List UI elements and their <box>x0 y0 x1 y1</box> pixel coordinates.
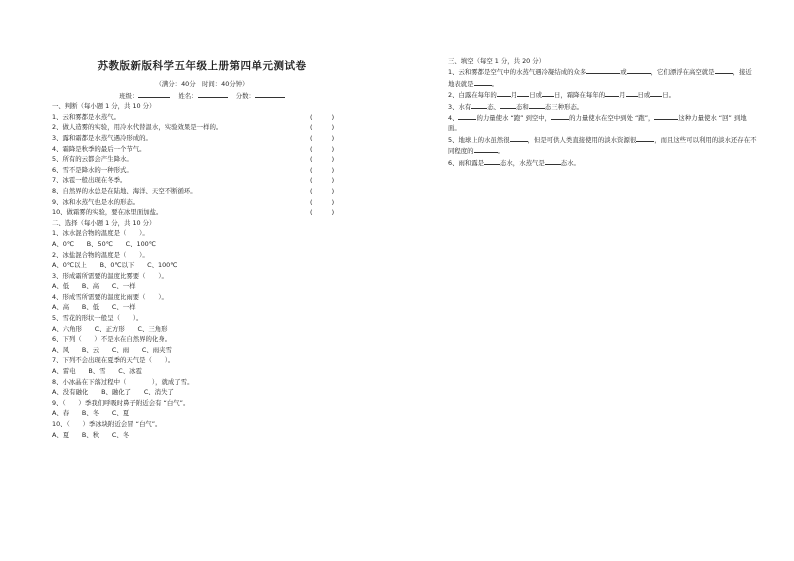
true-false-item <box>52 197 352 208</box>
choice-options[interactable]: A、春 B、冬 C、夏 <box>52 409 130 418</box>
score-label: 分数： <box>235 91 255 100</box>
fill-text: 2、白露在每年的 <box>448 91 497 100</box>
fill-blank-item <box>448 89 758 100</box>
answer-parentheses[interactable]: ( ) <box>310 155 335 164</box>
fill-blank-list <box>448 66 758 168</box>
fill-text: 5、地球上的水虽然很 <box>448 135 510 144</box>
fill-text: 日。 <box>662 91 676 100</box>
fill-text: 4、 <box>448 114 459 123</box>
answer-blank[interactable] <box>458 112 476 120</box>
choice-options[interactable]: A、低 B、高 C、一样 <box>52 282 136 291</box>
fill-blank-item <box>448 112 758 134</box>
choice-question: 1、冰水混合物的温度是（ ）。 <box>52 229 149 238</box>
choice-question: 8、小冰晶在下落过程中（ ），就成了雪。 <box>52 377 194 386</box>
answer-blank[interactable] <box>715 66 733 74</box>
true-false-item <box>52 144 352 155</box>
true-false-item <box>52 112 352 123</box>
fill-text: ，但是可供人类直接使用的淡水资源很 <box>527 135 637 144</box>
fill-text: ，它们漂浮在高空就是 <box>650 68 715 77</box>
question-text: 2、做人造雾的实验，用冷水代替温水，实验效果是一样的。 <box>52 123 223 132</box>
fill-blank-item <box>448 101 758 112</box>
fill-text: 1、云和雾都是空气中的水蒸气遇冷凝结成的众多 <box>448 68 587 77</box>
choice-question: 3、形成霜所需要的温度比雾要（ ）。 <box>52 271 168 280</box>
question-text: 4、霜降是秋季的最后一个节气。 <box>52 144 146 153</box>
fill-text: ，而且这些可以利用的淡水还存在不同程度的 <box>448 135 757 156</box>
true-false-item <box>52 122 352 133</box>
true-false-item <box>52 175 352 186</box>
fill-text: 日或 <box>529 91 542 100</box>
choice-options[interactable]: A、没有融化 B、融化了 C、消失了 <box>52 388 174 397</box>
left-column <box>52 58 352 440</box>
score-blank[interactable] <box>255 90 285 98</box>
name-blank[interactable] <box>198 90 228 98</box>
question-text: 9、冰和水蒸气也是水的形态。 <box>52 197 140 206</box>
answer-blank[interactable] <box>542 89 554 97</box>
fill-text: 6、雨和露是 <box>448 158 485 167</box>
answer-blank[interactable] <box>551 112 569 120</box>
true-false-item <box>52 165 352 176</box>
choice-options[interactable]: A、风 B、云 C、雨 C、雨夹雪 <box>52 345 172 354</box>
section1-heading: 一、判断（每小题 1 分，共 10 分） <box>52 102 156 111</box>
fill-text: 态三种形态。 <box>544 102 584 111</box>
fill-text: 。 <box>491 79 498 88</box>
answer-parentheses[interactable]: ( ) <box>310 144 335 153</box>
answer-blank[interactable] <box>517 89 529 97</box>
answer-blank[interactable] <box>586 66 620 74</box>
choice-options[interactable]: A、六角形 C、正方形 C、三角形 <box>52 324 168 333</box>
fill-text: 日，霜降在每年的 <box>553 91 606 100</box>
fill-blank-item <box>448 134 758 157</box>
fill-text: 这种力量使水 “回” 到地面。 <box>448 114 747 133</box>
answer-blank[interactable] <box>626 89 638 97</box>
class-blank[interactable] <box>138 90 170 98</box>
fill-text: 月 <box>619 91 626 100</box>
choice-question: 5、雪花的形状一般呈（ ）。 <box>52 314 143 323</box>
answer-blank[interactable] <box>471 101 487 109</box>
true-false-item <box>52 154 352 165</box>
answer-parentheses[interactable]: ( ) <box>310 186 335 195</box>
answer-blank[interactable] <box>484 157 500 165</box>
choice-options[interactable]: A、高 B、低 C、一样 <box>52 303 136 312</box>
answer-parentheses[interactable]: ( ) <box>310 165 335 174</box>
true-false-item <box>52 133 352 144</box>
choice-list <box>52 228 352 440</box>
class-label: 班级： <box>119 91 139 100</box>
fill-blank-item <box>448 157 758 168</box>
answer-blank[interactable] <box>510 134 528 142</box>
right-column <box>448 56 758 168</box>
answer-blank[interactable] <box>474 145 498 153</box>
answer-blank[interactable] <box>636 134 654 142</box>
question-text: 6、雪不是降水的一种形式。 <box>52 165 133 174</box>
choice-question: 4、形成雪所需要的温度比雨要（ ）。 <box>52 292 168 301</box>
answer-parentheses[interactable]: ( ) <box>310 176 335 185</box>
answer-blank[interactable] <box>500 101 516 109</box>
fill-text: 。 <box>497 147 504 156</box>
answer-blank[interactable] <box>650 89 662 97</box>
true-false-item <box>52 186 352 197</box>
choice-question: 7、下列不会出现在夏季的天气是（ ）。 <box>52 356 175 365</box>
answer-parentheses[interactable]: ( ) <box>310 197 335 206</box>
fill-text: 态水，水蒸气是 <box>500 158 545 167</box>
answer-blank[interactable] <box>474 78 492 86</box>
question-text: 5、所有的云都会产生降水。 <box>52 155 133 164</box>
choice-question: 2、冰盐混合物的温度是（ ）。 <box>52 250 149 259</box>
page-title: 苏教版新版科学五年级上册第四单元测试卷 <box>97 60 307 72</box>
choice-question: 6、下列（ ）不是水在自然界的化身。 <box>52 335 172 344</box>
answer-blank[interactable] <box>497 89 511 97</box>
question-text: 7、冰雹一般出现在冬季。 <box>52 176 127 185</box>
fill-text: 日或 <box>637 91 651 100</box>
question-text: 10、做霜雾的实验，要在冰里面加盐。 <box>52 208 163 217</box>
choice-options[interactable]: A、0℃以上 B、0℃以下 C、100℃ <box>52 261 178 270</box>
fill-text: 或 <box>620 68 627 77</box>
choice-options[interactable]: A、雷电 B、雪 C、冰雹 <box>52 367 142 376</box>
answer-parentheses[interactable]: ( ) <box>310 112 335 121</box>
answer-blank[interactable] <box>627 66 651 74</box>
answer-parentheses[interactable]: ( ) <box>310 133 335 142</box>
answer-blank[interactable] <box>605 89 619 97</box>
fill-text: 月 <box>510 91 518 100</box>
fill-text: 3、水有 <box>448 102 472 111</box>
question-text: 3、露和霜都是水蒸气遇冷形成的。 <box>52 133 152 142</box>
fill-text: 的力量使水在空中到处 “跑”， <box>569 114 655 123</box>
answer-blank[interactable] <box>529 101 545 109</box>
true-false-item <box>52 207 352 218</box>
answer-parentheses[interactable]: ( ) <box>310 123 335 132</box>
choice-question: 9、（ ）季我们呼吸时鼻子附近会有 “白气”。 <box>52 398 190 407</box>
answer-blank[interactable] <box>545 157 561 165</box>
question-text: 8、自然界的水总是在陆地、海洋、天空不断循环。 <box>52 186 197 195</box>
fill-text: 态和 <box>516 102 529 111</box>
fill-text: 的力量使水 “跑” 到空中， <box>476 114 552 123</box>
fill-text: 态水。 <box>560 158 580 167</box>
fill-text: 态、 <box>487 102 501 111</box>
choice-options[interactable]: A、夏 B、秋 C、冬 <box>52 430 130 439</box>
fill-text: ，接近地表就是 <box>448 68 752 88</box>
answer-parentheses[interactable]: ( ) <box>310 208 335 217</box>
section3-heading: 三、填空（每空 1 分，共 20 分） <box>448 57 546 65</box>
answer-blank[interactable] <box>654 112 678 120</box>
choice-options[interactable]: A、0℃ B、50℃ C、100℃ <box>52 239 156 248</box>
student-info-line <box>52 90 352 102</box>
choice-question: 10、（ ）季冰块附近会冒 “白气”。 <box>52 420 162 428</box>
section2-heading: 二、选择（每小题 1 分，共 10 分） <box>52 218 156 227</box>
name-label: 姓名： <box>178 91 198 100</box>
fill-blank-item <box>448 66 758 89</box>
score-time-line: （满分：40分 时间：40分钟） <box>155 80 249 88</box>
true-false-list <box>52 112 352 218</box>
question-text: 1、云和雾都是水蒸气。 <box>52 112 120 121</box>
